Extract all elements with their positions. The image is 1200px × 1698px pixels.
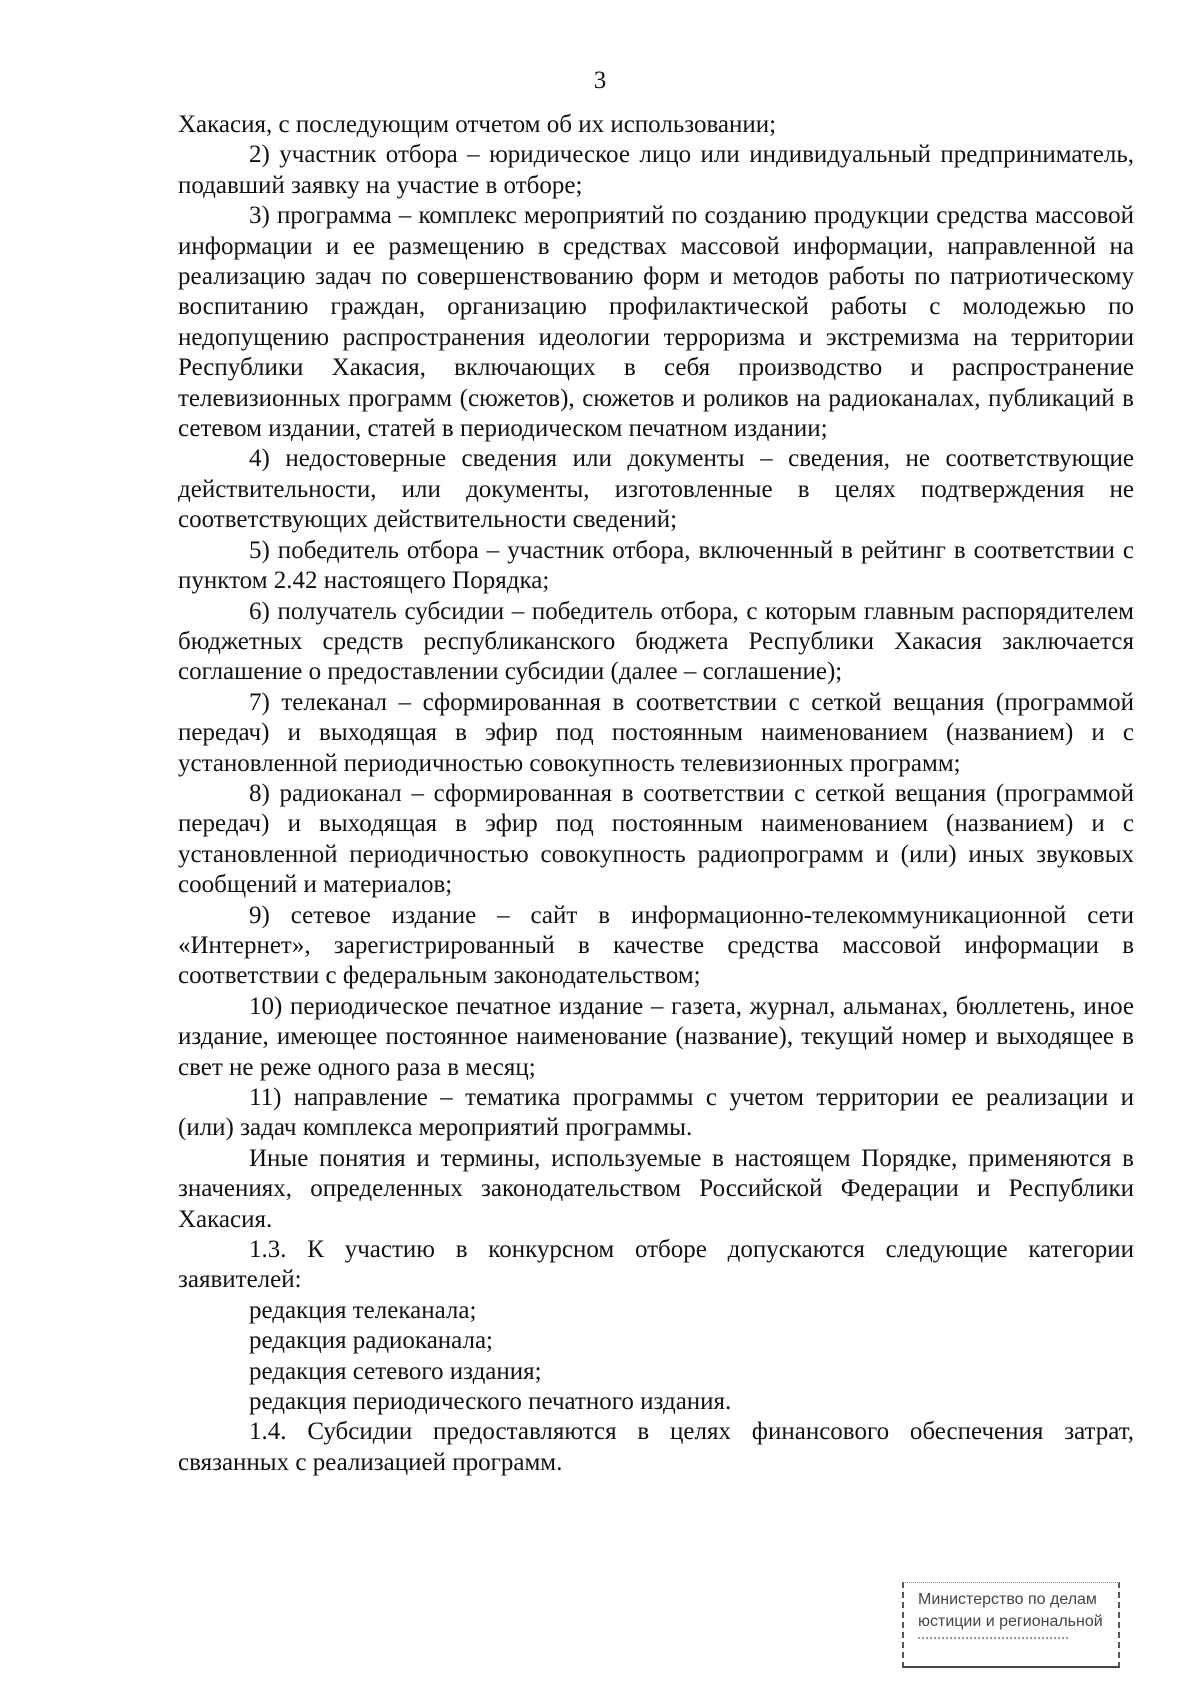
document-body [178,110,1134,1478]
page-number: 3 [593,67,607,94]
paragraph-other-terms: Иные понятия и термины, используемые в настоящем Порядке, применяются в значениях, определенных законодательством Российской Федерации и Республики Хакасия. [178,1144,1134,1233]
definition-tv-channel: 7) телеканал – сформированная в соответствии с сеткой вещания (программой передач) и выходящая в эфир под постоянным наименованием (названием) и с установленной периодичностью совокупность телевизионных программ; [178,688,1134,777]
definition-online-media: 9) сетевое издание – сайт в информационно-телекоммуникационной сети «Интернет», зарегистрированный в качестве средства массовой информации в соответствии с федеральным законодательством; [178,901,1134,990]
stamp-smudge [918,1637,1068,1645]
registration-stamp [902,1582,1120,1668]
definition-recipient: 6) получатель субсидии – победитель отбора, с которым главным распорядителем бюджетных средств республиканского бюджета Республики Хакасия заключается соглашение о предоставлении субсидии (далее – соглашение); [178,597,1134,686]
definition-false-info: 4) недостоверные сведения или документы – сведения, не соответствующие действительности, или документы, изготовленные в целях подтверждения не соответствующих действительности сведений; [178,445,1134,534]
clause-1-3: 1.3. К участию в конкурсном отборе допускаются следующие категории заявителей: [178,1236,1134,1294]
paragraph-continuation: Хакасия, с последующим отчетом об их использовании; [178,111,777,138]
stamp-line: Министерство по делам [918,1591,1097,1608]
definition-winner: 5) победитель отбора – участник отбора, включенный в рейтинг в соответствии с пунктом 2.42 настоящего Порядка; [178,536,1134,595]
definition-participant: 2) участник отбора – юридическое лицо или индивидуальный предприниматель, подавший заявку на участие в отборе; [178,141,1134,199]
list-item: редакция периодического печатного издания. [249,1388,732,1416]
list-item: редакция радиоканала; [249,1327,494,1355]
definition-radio-channel: 8) радиоканал – сформированная в соответствии с сеткой вещания (программой передач) и выходящая в эфир под постоянным наименованием (названием) и с установленной периодичностью совокупность радиопрограмм и (или) иных звуковых сообщений и материалов; [178,779,1134,899]
clause-1-4: 1.4. Субсидии предоставляются в целях финансового обеспечения затрат, связанных с реализацией программ. [178,1418,1134,1476]
stamp-line: юстиции и региональной [918,1613,1103,1630]
definition-periodical: 10) периодическое печатное издание – газета, журнал, альманах, бюллетень, иное издание, имеющее постоянное наименование (название), текущий номер и выходящее в свет не реже одного раза в месяц; [178,992,1134,1081]
list-item: редакция телеканала; [249,1296,477,1324]
definition-direction: 11) направление – тематика программы с учетом территории ее реализации и (или) задач комплекса мероприятий программы. [178,1084,1134,1142]
definition-program: 3) программа – комплекс мероприятий по созданию продукции средства массовой информации и ее размещению в средствах массовой информации, направленной на реализацию задач по совершенствованию форм и методов работы по патриотическому воспитанию граждан, организацию профилактической работы с молодежью по недопущению распространения идеологии терроризма и экстремизма на территории Республики Хакасия, включающих в себя производство и распространение телевизионных программ (сюжетов), сюжетов и роликов на радиоканалах, публикаций в сетевом издании, статей в периодическом печатном издании; [178,202,1134,443]
list-item: редакция сетевого издания; [249,1357,542,1385]
